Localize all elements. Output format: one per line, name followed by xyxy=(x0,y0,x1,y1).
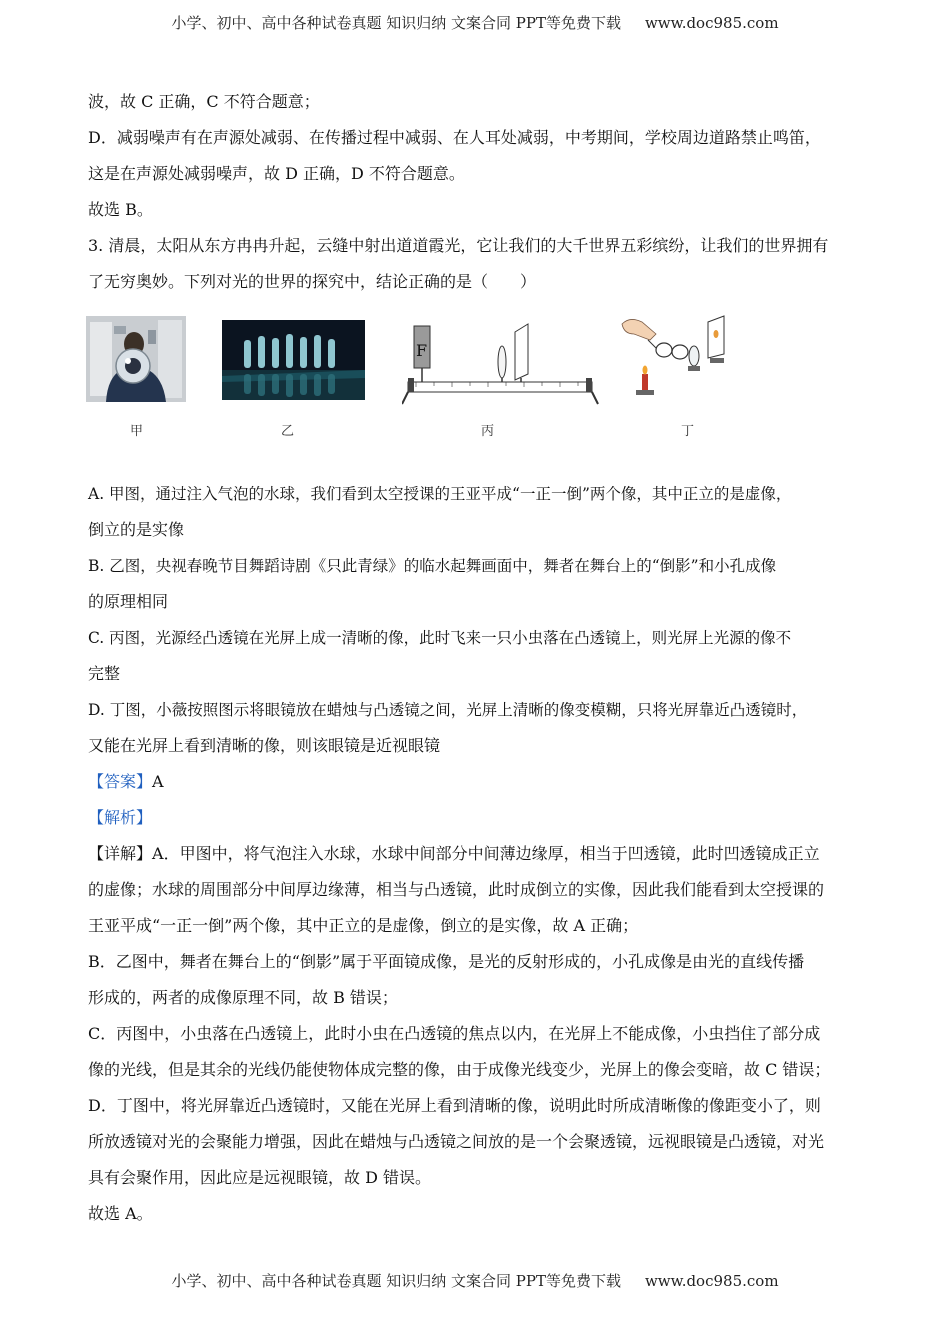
detail-text: A．甲图中，将气泡注入水球，水球中间部分中间薄边缘厚，相当于凹透镜，此时凹透镜成正立 xyxy=(152,844,820,863)
detail-line: B．乙图中，舞者在舞台上的“倒影”属于平面镜成像，是光的反射形成的，小孔成像是由光的直线传播 xyxy=(88,952,805,971)
option-b-line: B. 乙图，央视春晚节目舞蹈诗剧《只此青绿》的临水起舞画面中，舞者在舞台上的“倒影”和小孔成像 xyxy=(88,557,777,575)
figure-jia-water-ball xyxy=(86,316,186,402)
question-stem-line: 3. 清晨，太阳从东方冉冉升起，云缝中射出道道霞光，它让我们的大千世界五彩缤纷，让我们的世界拥有 xyxy=(88,236,829,255)
answer-value: A xyxy=(152,772,164,791)
figure-ding-candle-glasses xyxy=(612,300,744,404)
option-a-line: A. 甲图，通过注入气泡的水球，我们看到太空授课的王亚平成“一正一倒”两个像，其中正立的是虚像， xyxy=(88,485,792,503)
option-d-line: 又能在光屏上看到清晰的像，则该眼镜是近视眼镜 xyxy=(88,736,441,755)
page-header xyxy=(0,12,950,33)
figure-caption-ding: 丁 xyxy=(681,424,695,439)
detail-line: 具有会聚作用，因此应是远视眼镜，故 D 错误。 xyxy=(88,1168,432,1187)
figure-yi-dancers xyxy=(222,320,365,400)
detail-line: 所放透镜对光的会聚能力增强，因此在蜡烛与凸透镜之间放的是一个会聚透镜，远视眼镜是凸透镜，对光 xyxy=(88,1132,825,1151)
text-line: 波，故 C 正确，C 不符合题意； xyxy=(88,92,320,111)
figure-bing-optical-bench xyxy=(402,312,604,408)
answer-tag: 【答案】 xyxy=(88,772,153,791)
answer-line xyxy=(88,764,860,800)
option-a-line: 倒立的是实像 xyxy=(88,520,185,539)
question-figures xyxy=(88,308,860,458)
detail-line: D．丁图中，将光屏靠近凸透镜时，又能在光屏上看到清晰的像，说明此时所成清晰像的像距变小了，则 xyxy=(88,1096,821,1115)
detail-tag: 【详解】 xyxy=(88,844,153,863)
page-footer xyxy=(0,1270,950,1291)
text-line: 这是在声源处减弱噪声，故 D 正确，D 不符合题意。 xyxy=(88,164,465,183)
option-c-line: 完整 xyxy=(88,664,121,683)
header-url[interactable]: www.doc985.com xyxy=(644,14,779,32)
document-body xyxy=(88,84,860,1232)
footer-text: 小学、初中、高中各种试卷真题 知识归纳 文案合同 PPT等免费下载 xyxy=(171,1272,621,1290)
footer-url[interactable]: www.doc985.com xyxy=(644,1272,779,1290)
detail-line: 故选 A。 xyxy=(88,1204,153,1223)
detail-line: 王亚平成“一正一倒”两个像，其中正立的是虚像，倒立的是实像，故 A 正确； xyxy=(88,916,639,935)
figure-caption-jia: 甲 xyxy=(130,424,144,439)
detail-line: C．丙图中，小虫落在凸透镜上，此时小虫在凸透镜的焦点以内，在光屏上不能成像，小虫挡住了部分成 xyxy=(88,1024,821,1043)
option-b-line: 的原理相同 xyxy=(88,592,169,611)
detail-line: 像的光线，但是其余的光线仍能使物体成完整的像，由于成像光线变少，光屏上的像会变暗，故 C 错误； xyxy=(88,1060,831,1079)
header-text: 小学、初中、高中各种试卷真题 知识归纳 文案合同 PPT等免费下载 xyxy=(171,14,621,32)
text-line: 故选 B。 xyxy=(88,200,153,219)
text-line: D．减弱噪声有在声源处减弱、在传播过程中减弱、在人耳处减弱，中考期间，学校周边道路禁止鸣笛， xyxy=(88,128,821,147)
analysis-line xyxy=(88,800,860,836)
question-stem-line: 了无穷奥妙。下列对光的世界的探究中，结论正确的是（ ） xyxy=(88,272,537,291)
analysis-tag: 【解析】 xyxy=(88,808,153,827)
detail-line: 形成的，两者的成像原理不同，故 B 错误； xyxy=(88,988,398,1007)
figure-caption-bing: 丙 xyxy=(481,424,495,439)
option-d-line: D. 丁图，小薇按照图示将眼镜放在蜡烛与凸透镜之间，光屏上清晰的像变模糊，只将光屏靠近凸透镜时， xyxy=(88,701,808,719)
detail-line: 的虚像；水球的周围部分中间厚边缘薄，相当与凸透镜，此时成倒立的实像，因此我们能看到太空授课的 xyxy=(88,880,825,899)
screen-letter-F: F xyxy=(416,341,428,360)
detail-line xyxy=(88,836,860,872)
figure-caption-yi: 乙 xyxy=(281,424,295,439)
option-c-line: C. 丙图，光源经凸透镜在光屏上成一清晰的像，此时飞来一只小虫落在凸透镜上，则光屏上光源的像不 xyxy=(88,629,792,647)
